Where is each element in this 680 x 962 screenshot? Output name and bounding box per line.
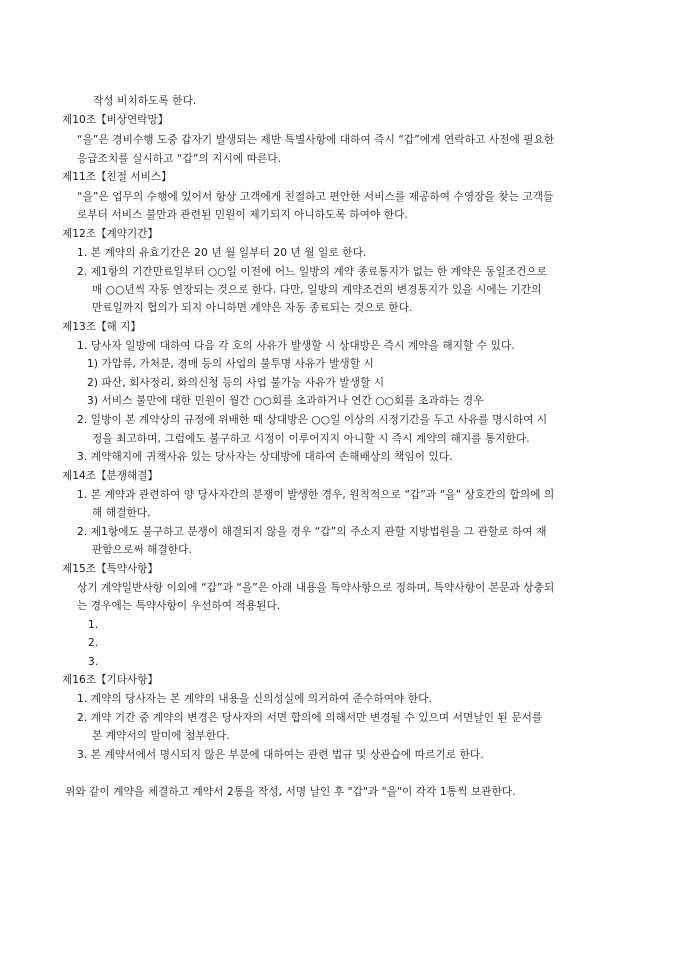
article-12-item-cont: 매 ○○년씩 자동 연장되는 것으로 한다. 다만, 일방의 계약조건의 변경통지가 있을 시에는 기간의 bbox=[92, 284, 542, 296]
article-11-heading: 제11조【친절 서비스】 bbox=[62, 171, 172, 183]
article-16-item-cont: 본 계약서의 말미에 첨부한다. bbox=[92, 730, 230, 742]
article-14-heading: 제14조【분쟁해결】 bbox=[62, 470, 159, 482]
article-14-item-cont: 판함으로써 해결한다. bbox=[92, 544, 192, 556]
article-12-item-cont: 만료일까지 협의가 되지 아니하면 계약은 자동 종료되는 것으로 한다. bbox=[92, 302, 413, 314]
article-13-heading: 제13조【해 지】 bbox=[62, 321, 141, 333]
article-12-item: 2. 제1항의 기간만료일부터 ○○일 이전에 어느 일방의 계약 종료통지가 없는 한 계약은 동일조건으로 bbox=[77, 266, 548, 278]
article-15-heading: 제15조【특약사항】 bbox=[62, 563, 159, 575]
article-16-item: 3. 본 계약서에서 명시되지 않은 부분에 대하여는 관련 법규 및 상관습에 따르기로 한다. bbox=[77, 749, 484, 761]
article-11-body-line: 로부터 서비스 불만과 관련된 민원이 제기되지 아니하도록 하여야 한다. bbox=[77, 209, 408, 221]
article-14-item: 1. 본 계약과 관련하여 양 당사자간의 분쟁이 발생한 경우, 원칙적으로 “갑”과 “을” 상호간의 합의에 의 bbox=[77, 489, 555, 501]
article-13-item: 3. 계약해지에 귀책사유 있는 당사자는 상대방에 대하여 손해배상의 책임이 있다. bbox=[77, 451, 453, 463]
article-11-body-line: “을”은 업무의 수행에 있어서 항상 고객에게 친절하고 편안한 서비스를 제공하여 수영장을 찾는 고객들 bbox=[77, 191, 554, 203]
continuation-text: 작성 비치하도록 한다. bbox=[93, 95, 197, 107]
article-15-blank-item: 3. bbox=[88, 656, 99, 668]
article-13-item: 2. 일방이 본 계약상의 규정에 위배한 때 상대방은 ○○일 이상의 시정기간을 두고 사유를 명시하여 시 bbox=[77, 414, 548, 426]
article-15-body-line: 는 경우에는 특약사항이 우선하여 적용된다. bbox=[77, 600, 281, 612]
article-10-heading: 제10조【비상연락망】 bbox=[62, 114, 169, 126]
article-10-body-line: “을”은 경비수행 도중 갑자기 발생되는 제반 특별사항에 대하여 즉시 “갑”에게 연락하고 사전에 필요한 bbox=[77, 134, 555, 146]
article-13-item-cont: 정을 최고하며, 그럼에도 불구하고 시정이 이루어지지 아니할 시 즉시 계약의 해지를 통지한다. bbox=[92, 433, 530, 445]
article-16-item: 2. 계약 기간 중 계약의 변경은 당사자의 서면 합의에 의해서만 변경될 수 있으며 서면날인 된 문서를 bbox=[77, 712, 543, 724]
article-13-item: 1. 당사자 일방에 대하여 다음 각 호의 사유가 발생할 시 상대방은 즉시 계약을 해지할 수 있다. bbox=[77, 340, 515, 352]
article-14-item-cont: 해 해결한다. bbox=[92, 507, 151, 519]
article-15-body-line: 상기 계약일반사항 이외에 “갑”과 “을”은 아래 내용을 특약사항으로 정하며, 특약사항이 본문과 상충되 bbox=[77, 582, 555, 594]
article-12-heading: 제12조【계약기간】 bbox=[62, 228, 159, 240]
article-13-subitem: 1) 가압류, 가처분, 경매 등의 사업의 불투명 사유가 발생할 시 bbox=[87, 358, 374, 370]
article-13-subitem: 3) 서비스 불만에 대한 민원이 월간 ○○회를 초과하거나 연간 ○○회를 초과하는 경우 bbox=[87, 395, 484, 407]
article-13-subitem: 2) 파산, 회사정리, 화의신청 등의 사업 불가능 사유가 발생할 시 bbox=[87, 377, 385, 389]
article-10-body-line: 응급조치를 실시하고 “갑”의 지시에 따른다. bbox=[77, 153, 282, 165]
closing-statement: 위와 같이 계약을 체결하고 계약서 2통을 작성, 서명 날인 후 "갑"과 "을"이 각각 1통씩 보관한다. bbox=[65, 786, 516, 798]
article-16-heading: 제16조【기타사항】 bbox=[62, 674, 159, 686]
article-16-item: 1. 계약의 당사자는 본 계약의 내용을 신의성실에 의거하여 준수하여야 한다. bbox=[77, 693, 432, 705]
article-15-blank-item: 2. bbox=[88, 637, 99, 649]
article-12-item: 1. 본 계약의 유효기간은 20 년 월 일부터 20 년 월 일로 한다. bbox=[77, 247, 367, 259]
article-15-blank-item: 1. bbox=[88, 619, 99, 631]
article-14-item: 2. 제1항에도 불구하고 분쟁이 해결되지 않을 경우 “갑”의 주소지 관할 지방법원을 그 관할로 하여 재 bbox=[77, 526, 547, 538]
